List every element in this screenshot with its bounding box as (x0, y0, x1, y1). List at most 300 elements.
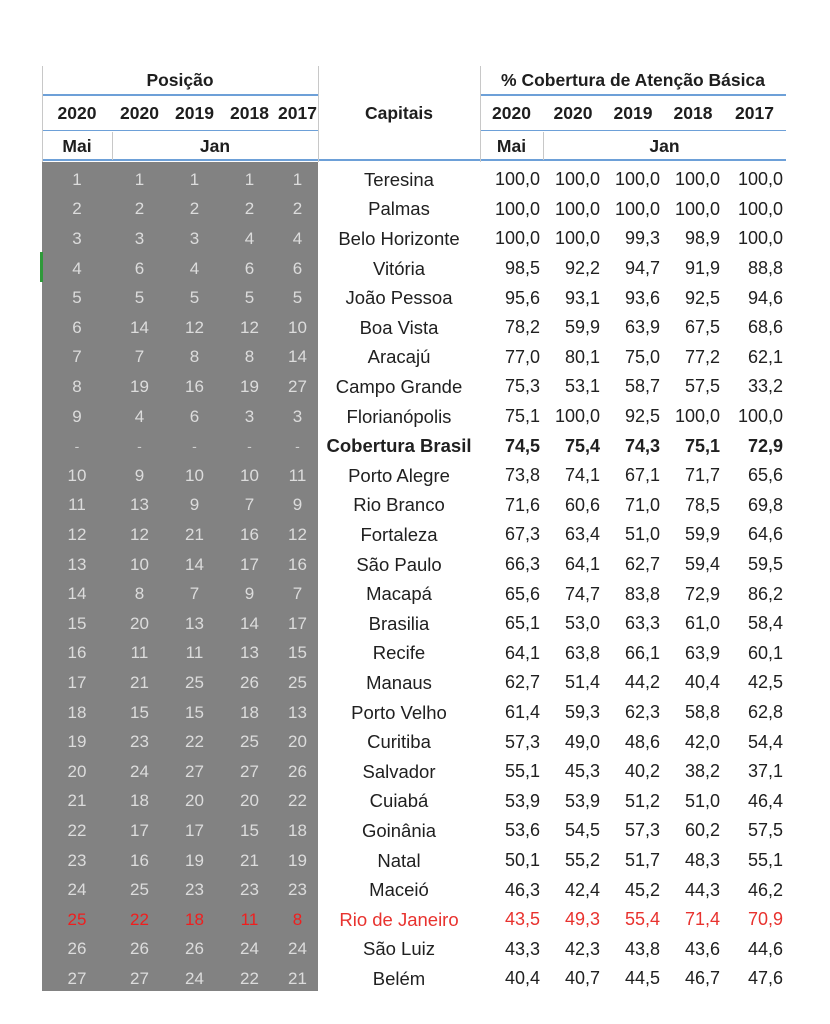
coverage-value: 100,0 (614, 198, 660, 219)
coverage-value: 46,7 (684, 968, 720, 989)
rank-cell: 6 (244, 258, 255, 278)
capital-name: Vitória (372, 257, 426, 279)
rank-cell: 3 (134, 228, 145, 248)
capital-name: Fortaleza (360, 523, 438, 545)
coverage-value: 94,6 (747, 287, 783, 308)
rank-cell: 11 (288, 465, 307, 485)
rank-cell: 4 (134, 406, 145, 426)
rank-cell: 23 (130, 732, 149, 752)
capital-name: Maceió (369, 879, 429, 901)
coverage-value: 57,3 (504, 731, 540, 752)
coverage-value: 72,9 (684, 583, 720, 604)
coverage-value: 40,4 (504, 968, 540, 989)
right-year-header: 2018 (673, 102, 713, 123)
coverage-value: 75,3 (504, 376, 540, 397)
rank-cell: 1 (189, 169, 200, 189)
rank-cell: 26 (67, 939, 87, 959)
rank-cell: 7 (244, 495, 255, 515)
coverage-value: 57,5 (684, 376, 720, 397)
coverage-value: 78,2 (504, 317, 540, 338)
capital-name: Florianópolis (346, 405, 452, 427)
coverage-value: 46,2 (747, 879, 783, 900)
capital-name: Campo Grande (335, 375, 463, 397)
coverage-value: 42,4 (564, 879, 600, 900)
rank-cell: 16 (185, 376, 204, 396)
rank-cell: 2 (134, 199, 145, 219)
coverage-value: 48,6 (624, 731, 660, 752)
rank-cell: 1 (292, 169, 303, 189)
coverage-value: 42,3 (564, 938, 600, 959)
rank-cell: 15 (240, 820, 259, 840)
rank-cell: 1 (244, 169, 255, 189)
capital-name: Goinânia (361, 819, 437, 841)
rank-cell: 24 (130, 761, 149, 781)
column-divider (318, 66, 319, 162)
column-divider (480, 66, 481, 162)
coverage-value: 64,6 (747, 524, 783, 545)
capital-name: Porto Velho (351, 701, 447, 723)
rank-cell: 20 (185, 791, 204, 811)
right-month-jan: Jan (649, 135, 680, 156)
rank-cell: 26 (288, 761, 307, 781)
coverage-value: 58,7 (624, 376, 660, 397)
rank-cell: 25 (185, 672, 204, 692)
rank-cell: 24 (67, 880, 87, 900)
rank-cell: - (192, 438, 197, 455)
coverage-value: 55,1 (504, 761, 540, 782)
coverage-value: 91,9 (684, 258, 720, 279)
rank-cell: 25 (288, 672, 307, 692)
rank-cell: 13 (288, 702, 307, 722)
rank-cell: 16 (67, 643, 87, 663)
rank-cell: 6 (134, 258, 145, 278)
rank-cell: 12 (130, 524, 149, 544)
rank-cell: 3 (72, 228, 82, 248)
coverage-value: 75,0 (624, 346, 660, 367)
coverage-value: 50,1 (504, 850, 540, 871)
capital-name: Cuiabá (369, 790, 429, 812)
coverage-value: 55,4 (624, 909, 660, 930)
rank-cell: 18 (288, 820, 307, 840)
coverage-value: 77,0 (504, 346, 540, 367)
capital-name: Cobertura Brasil (326, 435, 472, 457)
rank-cell: 24 (288, 939, 307, 959)
rank-cell: 20 (67, 761, 87, 781)
rank-cell: 22 (185, 732, 204, 752)
header-rule (42, 94, 318, 96)
rank-cell: 3 (189, 228, 200, 248)
rank-cell: 11 (68, 495, 86, 515)
rank-cell: 2 (244, 199, 255, 219)
rank-cell: 21 (288, 968, 307, 988)
left-month-mai: Mai (62, 135, 92, 156)
coverage-value: 64,1 (564, 554, 600, 575)
coverage-value: 98,5 (504, 258, 540, 279)
coverage-value: 45,2 (624, 879, 660, 900)
coverage-value: 93,1 (564, 287, 600, 308)
rank-cell: 10 (240, 465, 259, 485)
rank-cell: 25 (67, 909, 87, 929)
rank-cell: 13 (240, 643, 259, 663)
rank-cell: 22 (130, 909, 149, 929)
coverage-value: 100,0 (674, 198, 720, 219)
rank-cell: 14 (288, 347, 307, 367)
rank-cell: 26 (240, 672, 259, 692)
coverage-value: 59,5 (747, 554, 783, 575)
rank-cell: 21 (185, 524, 204, 544)
coverage-value: 75,1 (504, 406, 540, 427)
rank-cell: 16 (130, 850, 149, 870)
rank-cell: 4 (244, 228, 255, 248)
capital-name: Porto Alegre (348, 464, 450, 486)
rank-cell: 14 (130, 317, 149, 337)
coverage-value: 55,1 (747, 850, 783, 871)
rank-cell: 2 (189, 199, 200, 219)
rank-cell: 17 (67, 672, 87, 692)
rank-cell: 27 (240, 761, 259, 781)
rank-cell: 12 (67, 524, 87, 544)
coverage-value: 37,1 (747, 761, 783, 782)
rank-cell: 6 (72, 317, 82, 337)
capital-name: Natal (377, 849, 421, 871)
coverage-value: 71,0 (624, 494, 660, 515)
rank-cell: 26 (185, 939, 204, 959)
rank-cell: 12 (288, 524, 307, 544)
coverage-value: 100,0 (737, 406, 783, 427)
capital-name: Aracajú (367, 346, 431, 368)
rank-cell: 9 (134, 465, 145, 485)
coverage-value: 68,6 (747, 317, 783, 338)
coverage-value: 53,0 (564, 613, 600, 634)
rank-cell: 5 (292, 288, 303, 308)
coverage-value: 51,2 (624, 790, 660, 811)
coverage-value: 100,0 (614, 169, 660, 190)
rank-cell: 6 (189, 406, 200, 426)
coverage-value: 44,5 (624, 968, 660, 989)
left-year-header: 2019 (175, 102, 214, 123)
rank-cell: 16 (240, 524, 259, 544)
coverage-value: 86,2 (747, 583, 783, 604)
coverage-value: 51,4 (564, 672, 600, 693)
coverage-value: 63,9 (684, 642, 720, 663)
capital-name: Boa Vista (359, 316, 439, 338)
coverage-value: 80,1 (564, 346, 600, 367)
coverage-value: 53,6 (504, 820, 540, 841)
rank-cell: 21 (130, 672, 149, 692)
coverage-value: 67,3 (504, 524, 540, 545)
coverage-value: 100,0 (494, 228, 540, 249)
coverage-value: 54,4 (747, 731, 783, 752)
coverage-value: 99,3 (624, 228, 660, 249)
coverage-value: 74,3 (624, 435, 660, 456)
coverage-value: 100,0 (674, 169, 720, 190)
coverage-value: 70,9 (747, 909, 783, 930)
coverage-value: 61,0 (684, 613, 720, 634)
rank-cell: 4 (292, 228, 303, 248)
rank-cell: 26 (130, 939, 149, 959)
coverage-value: 63,4 (564, 524, 600, 545)
rank-cell: 3 (292, 406, 303, 426)
rank-cell: 15 (130, 702, 149, 722)
left-year-header: 2020 (120, 102, 159, 123)
coverage-value: 100,0 (494, 169, 540, 190)
coverage-value: 58,4 (747, 613, 783, 634)
rank-cell: 27 (288, 376, 307, 396)
coverage-value: 44,6 (747, 938, 783, 959)
coverage-value: 59,3 (564, 702, 600, 723)
coverage-value: 100,0 (554, 198, 600, 219)
rank-cell: 24 (240, 939, 259, 959)
capital-name: Recife (372, 642, 426, 664)
coverage-value: 42,0 (684, 731, 720, 752)
coverage-value: 60,1 (747, 642, 783, 663)
coverage-value: 62,7 (504, 672, 540, 693)
coverage-value: 66,3 (504, 554, 540, 575)
rank-cell: 23 (185, 880, 204, 900)
rank-cell: 21 (67, 791, 87, 811)
coverage-value: 51,7 (624, 850, 660, 871)
column-divider (543, 132, 544, 160)
left-year-header: 2018 (230, 102, 269, 123)
right-year-header: 2017 (735, 102, 774, 123)
coverage-value: 93,6 (624, 287, 660, 308)
capital-name: São Luiz (363, 938, 435, 960)
rank-cell: 14 (67, 584, 87, 604)
rank-cell: 2 (292, 199, 303, 219)
coverage-value: 53,1 (564, 376, 600, 397)
rank-cell: 7 (189, 584, 200, 604)
capital-name: Belém (372, 967, 426, 989)
rank-cell: 8 (134, 584, 145, 604)
rank-cell: - (74, 438, 80, 455)
rank-cell: 20 (240, 791, 259, 811)
rank-cell: 10 (67, 465, 87, 485)
coverage-value: 100,0 (737, 169, 783, 190)
coverage-value: 98,9 (684, 228, 720, 249)
coverage-value: 64,1 (504, 642, 540, 663)
coverage-value: 62,1 (747, 346, 783, 367)
coverage-value: 83,8 (624, 583, 660, 604)
rank-cell: 8 (244, 347, 255, 367)
rank-cell: 24 (185, 968, 204, 988)
rank-cell: 23 (67, 850, 87, 870)
right-year-header: 2020 (492, 102, 531, 123)
rank-cell: 20 (288, 732, 307, 752)
coverage-value: 77,2 (684, 346, 720, 367)
coverage-value: 40,2 (624, 761, 660, 782)
rank-cell: 19 (130, 376, 149, 396)
rank-cell: - (137, 438, 142, 455)
rank-cell: 10 (130, 554, 149, 574)
rank-cell: 14 (240, 613, 259, 633)
rank-cell: 5 (189, 288, 200, 308)
left-header-title: Posição (146, 69, 214, 90)
coverage-value: 74,5 (504, 435, 540, 456)
rank-cell: 9 (292, 495, 303, 515)
rank-cell: 10 (288, 317, 307, 337)
coverage-value: 46,3 (504, 879, 540, 900)
rank-cell: 17 (240, 554, 259, 574)
left-year-header: 2020 (57, 102, 97, 123)
coverage-value: 60,2 (684, 820, 720, 841)
header-rule (42, 130, 318, 131)
rank-cell: 2 (72, 199, 82, 219)
coverage-value: 100,0 (494, 198, 540, 219)
left-year-header: 2017 (278, 102, 317, 123)
right-year-header: 2019 (613, 102, 653, 123)
coverage-value: 45,3 (564, 761, 600, 782)
rank-cell: 22 (67, 820, 87, 840)
coverage-value: 92,5 (624, 406, 660, 427)
right-header-title: % Cobertura de Atenção Básica (501, 69, 765, 90)
coverage-value: 44,3 (684, 879, 720, 900)
capital-name: João Pessoa (345, 287, 453, 309)
coverage-value: 54,5 (564, 820, 600, 841)
rank-cell: 16 (288, 554, 307, 574)
coverage-value: 100,0 (737, 198, 783, 219)
coverage-value: 88,8 (747, 258, 783, 279)
coverage-value: 51,0 (684, 790, 720, 811)
rank-cell: 7 (292, 584, 303, 604)
rank-cell: 7 (134, 347, 145, 367)
coverage-value: 57,5 (747, 820, 783, 841)
rank-cell: 23 (288, 880, 307, 900)
rank-cell: 3 (244, 406, 255, 426)
coverage-value: 63,8 (564, 642, 600, 663)
rank-cell: 13 (130, 495, 149, 515)
coverage-value: 55,2 (564, 850, 600, 871)
coverage-value: 63,3 (624, 613, 660, 634)
rank-cell: 11 (240, 909, 259, 929)
rank-cell: 23 (240, 880, 259, 900)
coverage-value: 44,2 (624, 672, 660, 693)
coverage-value: 69,8 (747, 494, 783, 515)
rank-cell: 19 (240, 376, 259, 396)
coverage-value: 75,4 (564, 435, 600, 456)
capital-name: Macapá (366, 583, 432, 605)
rank-cell: 1 (72, 169, 82, 189)
coverage-value: 100,0 (554, 406, 600, 427)
coverage-value: 62,3 (624, 702, 660, 723)
rank-cell: 7 (72, 347, 82, 367)
coverage-value: 74,1 (564, 465, 600, 486)
left-month-jan: Jan (199, 135, 231, 156)
rank-cell: 27 (185, 761, 204, 781)
coverage-value: 78,5 (684, 494, 720, 515)
rank-cell: 15 (185, 702, 204, 722)
rank-cell: 8 (72, 376, 82, 396)
coverage-value: 59,9 (564, 317, 600, 338)
rank-cell: 8 (189, 347, 200, 367)
coverage-value: 43,6 (684, 938, 720, 959)
capital-name: Salvador (362, 760, 436, 782)
coverage-value: 48,3 (684, 850, 720, 871)
coverage-value: 62,7 (624, 554, 660, 575)
coverage-value: 57,3 (624, 820, 660, 841)
capital-name: Curitiba (367, 731, 431, 753)
rank-cell: 12 (240, 317, 259, 337)
rank-cell: 19 (288, 850, 307, 870)
rank-cell: 25 (130, 880, 149, 900)
rank-cell: 17 (288, 613, 307, 633)
column-divider (42, 66, 43, 162)
coverage-value: 67,5 (684, 317, 720, 338)
rank-cell: 5 (134, 288, 145, 308)
rank-cell: 13 (185, 613, 204, 633)
coverage-value: 53,9 (564, 790, 600, 811)
coverage-value: 92,2 (564, 258, 600, 279)
rank-cell: 8 (292, 909, 303, 929)
coverage-value: 100,0 (554, 228, 600, 249)
coverage-value: 47,6 (747, 968, 783, 989)
coverage-value: 63,9 (624, 317, 660, 338)
coverage-value: 40,4 (684, 672, 720, 693)
coverage-value: 43,3 (504, 938, 540, 959)
coverage-value: 65,6 (747, 465, 783, 486)
coverage-value: 46,4 (747, 790, 783, 811)
capital-name: Rio de Janeiro (339, 908, 459, 930)
rank-cell: 18 (185, 909, 204, 929)
rank-cell: 19 (67, 732, 87, 752)
coverage-value: 67,1 (624, 465, 660, 486)
rank-cell: 5 (244, 288, 255, 308)
rank-cell: 21 (240, 850, 259, 870)
rank-cell: 9 (189, 495, 200, 515)
capitais-header: Capitais (364, 102, 434, 123)
right-year-header: 2020 (553, 102, 593, 123)
coverage-value: 43,8 (624, 938, 660, 959)
rank-cell: 17 (130, 820, 149, 840)
coverage-value: 51,0 (624, 524, 660, 545)
rank-cell: 18 (67, 702, 87, 722)
coverage-value: 95,6 (504, 287, 540, 308)
column-divider (112, 132, 113, 160)
header-rule (318, 159, 480, 161)
coverage-value: 73,8 (504, 465, 540, 486)
rank-cell: 6 (292, 258, 303, 278)
rank-cell: 11 (185, 643, 204, 663)
rank-cell: 15 (67, 613, 87, 633)
rank-cell: 13 (67, 554, 87, 574)
rank-cell: 5 (72, 288, 82, 308)
rank-cell: 18 (130, 791, 149, 811)
coverage-value: 43,5 (504, 909, 540, 930)
coverage-value: 40,7 (564, 968, 600, 989)
capital-name: Rio Branco (353, 494, 445, 516)
rank-cell: 20 (130, 613, 149, 633)
coverage-value: 71,7 (684, 465, 720, 486)
coverage-value: 71,6 (504, 494, 540, 515)
rank-cell: 18 (240, 702, 259, 722)
coverage-value: 38,2 (684, 761, 720, 782)
coverage-value: 92,5 (684, 287, 720, 308)
coverage-value: 100,0 (674, 406, 720, 427)
rank-cell: 27 (130, 968, 149, 988)
rank-cell: 12 (185, 317, 204, 337)
rank-cell: 22 (288, 791, 307, 811)
coverage-value: 59,9 (684, 524, 720, 545)
coverage-value: 100,0 (737, 228, 783, 249)
coverage-value: 100,0 (554, 169, 600, 190)
rank-cell: 9 (72, 406, 82, 426)
capital-name: Teresina (364, 168, 434, 190)
coverage-value: 49,0 (564, 731, 600, 752)
rank-cell: 19 (185, 850, 204, 870)
rank-cell: 15 (288, 643, 307, 663)
coverage-value: 65,1 (504, 613, 540, 634)
rank-cell: 17 (185, 820, 204, 840)
coverage-value: 94,7 (624, 258, 660, 279)
